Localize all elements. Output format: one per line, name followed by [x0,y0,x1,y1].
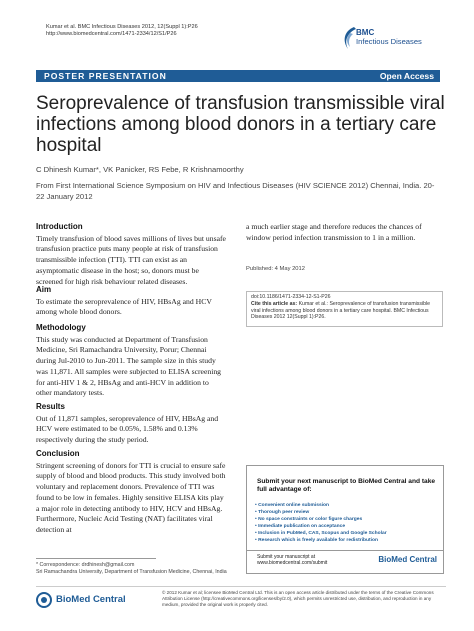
biomed-central-logo [36,591,136,609]
section-results [36,402,226,446]
list-item: • Inclusion in PubMed, CAS, Scopus and Google Scholar [255,531,387,536]
correspondence: * Correspondence: drdhinesh@gmail.com [36,562,135,568]
section-body: Stringent screening of donors for TTI is crucial to ensure safe supply of blood and blood products. This study involved both voluntary and replacement donors. Prevalence of TTI was found to be low in females. Highly sensitive ELISA kits play a major role in detecting antibody to HIV, HCV and HBsAg. Furthermore, Nucleic Acid Testing (NAT) facilitates viral detection at [36,460,226,534]
section-body: To estimate the seroprevalence of HIV, HBsAg and HCV among whole blood donors. [36,296,212,317]
open-access-label: Open Access [379,71,434,81]
doi[interactable]: doi:10.1186/1471-2334-12-S1-P26 [251,294,331,300]
cite-text: Kumar et al.: Seroprevalence of transfusion transmissible viral infections among blood donors in a tertiary care hospital. BMC Infectious Diseases 2012 12(Suppl 1):P26. [251,300,431,321]
cite-label: Cite this article as: [251,300,298,307]
section-heading: Results [36,402,65,411]
list-item: • No space constraints or color figure charges [255,517,363,522]
citation-url[interactable]: http://www.biomedcentral.com/1471-2334/12/S1/P26 [46,31,177,38]
list-item: • Research which is freely available for redistribution [255,538,378,543]
bottom-divider [36,586,446,587]
conclusion-continuation: a much earlier stage and therefore reduces the chances of window period infection transmission to 1 in a million. [246,222,422,242]
submit-list [255,502,387,544]
conference-from: From First International Science Symposium on HIV and Infectious Diseases (HIV SCIENCE 2012) Chennai, India. 20-22 January 2012 [36,181,435,201]
affiliation: Sri Ramachandra University, Department of Transfusion Medicine, Chennai, India [36,568,227,575]
biomed-logo-text: BioMed Central [56,594,126,605]
citation-line: Kumar et al. BMC Infectious Diseases 2012, 12(Suppl 1):P26 [46,24,198,30]
article-title: Seroprevalence of transfusion transmissible viral infections among blood donors in a tertiary care hospital [36,93,445,156]
section-body: This study was conducted at Department of Transfusion Medicine, Sri Ramachandra University, Porur; Chennai during Jul-2010 to Jun-2011. The sample size in this study was 11,871. All samples were subjected to ELISA screening for anti-HIV 1 & 2, HBsAg and anti-HCV in addition to other mandatory tests. [36,334,222,398]
authors: C Dhinesh Kumar*, VK Panicker, RS Febe, R Krishnamoorthy [36,165,244,174]
published-date: Published: 4 May 2012 [246,266,305,272]
band-label: POSTER PRESENTATION [44,71,167,81]
list-item: • Thorough peer review [255,510,310,515]
section-heading: Conclusion [36,449,80,458]
footnote-divider [36,558,156,559]
journal-logo [340,22,450,54]
section-heading: Methodology [36,323,86,332]
submit-logo: BioMed Central [378,555,437,564]
section-body: Out of 11,871 samples, seroprevalence of HIV, HBsAg and HCV were estimated to be 0.05%, 1.58% and 0.13% respectively during the study period. [36,413,219,445]
submit-url[interactable]: www.biomedcentral.com/submit [257,560,328,566]
submit-heading: Submit your next manuscript to BioMed Central and take full advantage of: [257,478,436,493]
section-aim [36,285,226,318]
submit-footer [246,550,444,574]
section-body: Timely transfusion of blood saves millions of lives but unsafe transfusion practice puts many people at risk of transfusion transmissible infection (TTI). TTI can exist as an asymptomatic disease in the host; so, donors must be screened for high risk behaviour related diseases. [36,233,226,286]
section-heading: Aim [36,285,52,294]
copyright: © 2012 Kumar et al; licensee BioMed Central Ltd. This is an open access article distributed under the terms of the Creative Commons Attribution License (http://creativecommons.org/licenses/by/2.0), which permits unrestricted use, distribution, and reproduction in any medium, provided the original work is properly cited. [162,590,434,607]
poster-band [36,70,440,82]
biomed-swirl-icon [36,592,52,608]
footnote [36,562,231,576]
journal-logo-line2: Infectious Diseases [356,37,422,46]
submit-address [257,554,327,566]
header-citation [46,24,266,39]
submit-box [246,465,444,551]
journal-logo-line1: BMC [356,28,375,37]
submit-line1: Submit your manuscript at [257,554,316,560]
section-heading: Introduction [36,222,83,231]
list-item: • Immediate publication on acceptance [255,524,346,529]
section-introduction [36,222,226,287]
section-conclusion [36,449,226,536]
list-item: • Convenient online submission [255,503,329,508]
cite-box [246,291,443,327]
section-methodology [36,323,226,399]
